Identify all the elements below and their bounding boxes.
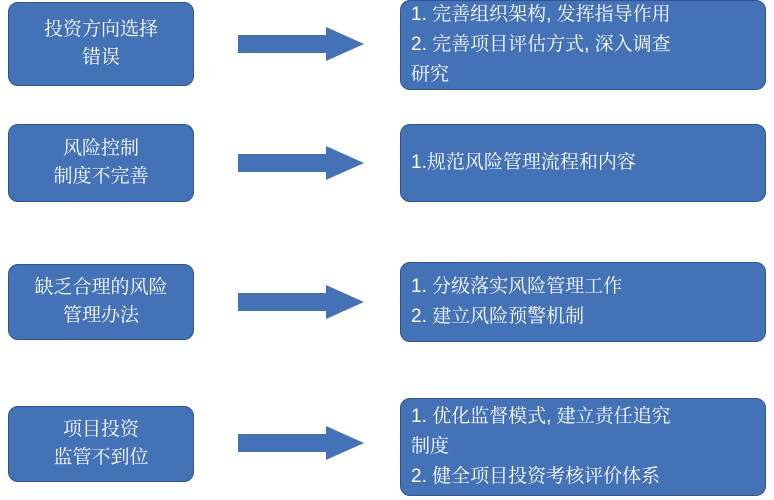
measure-line: 1. 分级落实风险管理工作 [411,276,623,297]
diagram-row [0,398,774,496]
right-arrow-icon [238,426,364,460]
measure-line: 1.规范风险管理流程和内容 [411,152,636,173]
measure-box[interactable] [400,124,766,202]
measure-line: 2. 建立风险预警机制 [411,306,585,327]
problem-box[interactable] [8,264,194,340]
diagram-row [0,118,774,206]
measure-box[interactable] [400,262,766,342]
problem-line: 制度不完善 [53,166,149,187]
problem-line: 风险控制 [62,138,139,159]
measure-line: 2. 健全项目投资考核评价体系 [411,466,661,487]
problem-line: 缺乏合理的风险 [34,277,168,298]
problem-box[interactable] [8,2,194,86]
problem-line: 项目投资 [62,419,139,440]
measure-line: 2. 完善项目评估方式, 深入调查 [411,34,671,55]
problem-box[interactable] [8,406,194,482]
problem-box[interactable] [8,124,194,202]
diagram-row [0,262,774,344]
right-arrow-icon [238,27,364,61]
measure-line: 1. 优化监督模式, 建立责任追究 [411,406,671,427]
diagram-row [0,0,774,92]
problem-line: 投资方向选择 [43,19,158,40]
right-arrow-icon [238,285,364,319]
problem-line: 管理办法 [62,305,139,326]
measure-box[interactable] [400,0,766,90]
measure-line: 制度 [411,436,450,457]
measure-line: 1. 完善组织架构, 发挥指导作用 [411,4,671,25]
measure-box[interactable] [400,398,766,496]
measure-line: 研究 [411,64,450,85]
problem-line: 错误 [81,47,120,68]
problem-line: 监管不到位 [53,447,149,468]
right-arrow-icon [238,146,364,180]
